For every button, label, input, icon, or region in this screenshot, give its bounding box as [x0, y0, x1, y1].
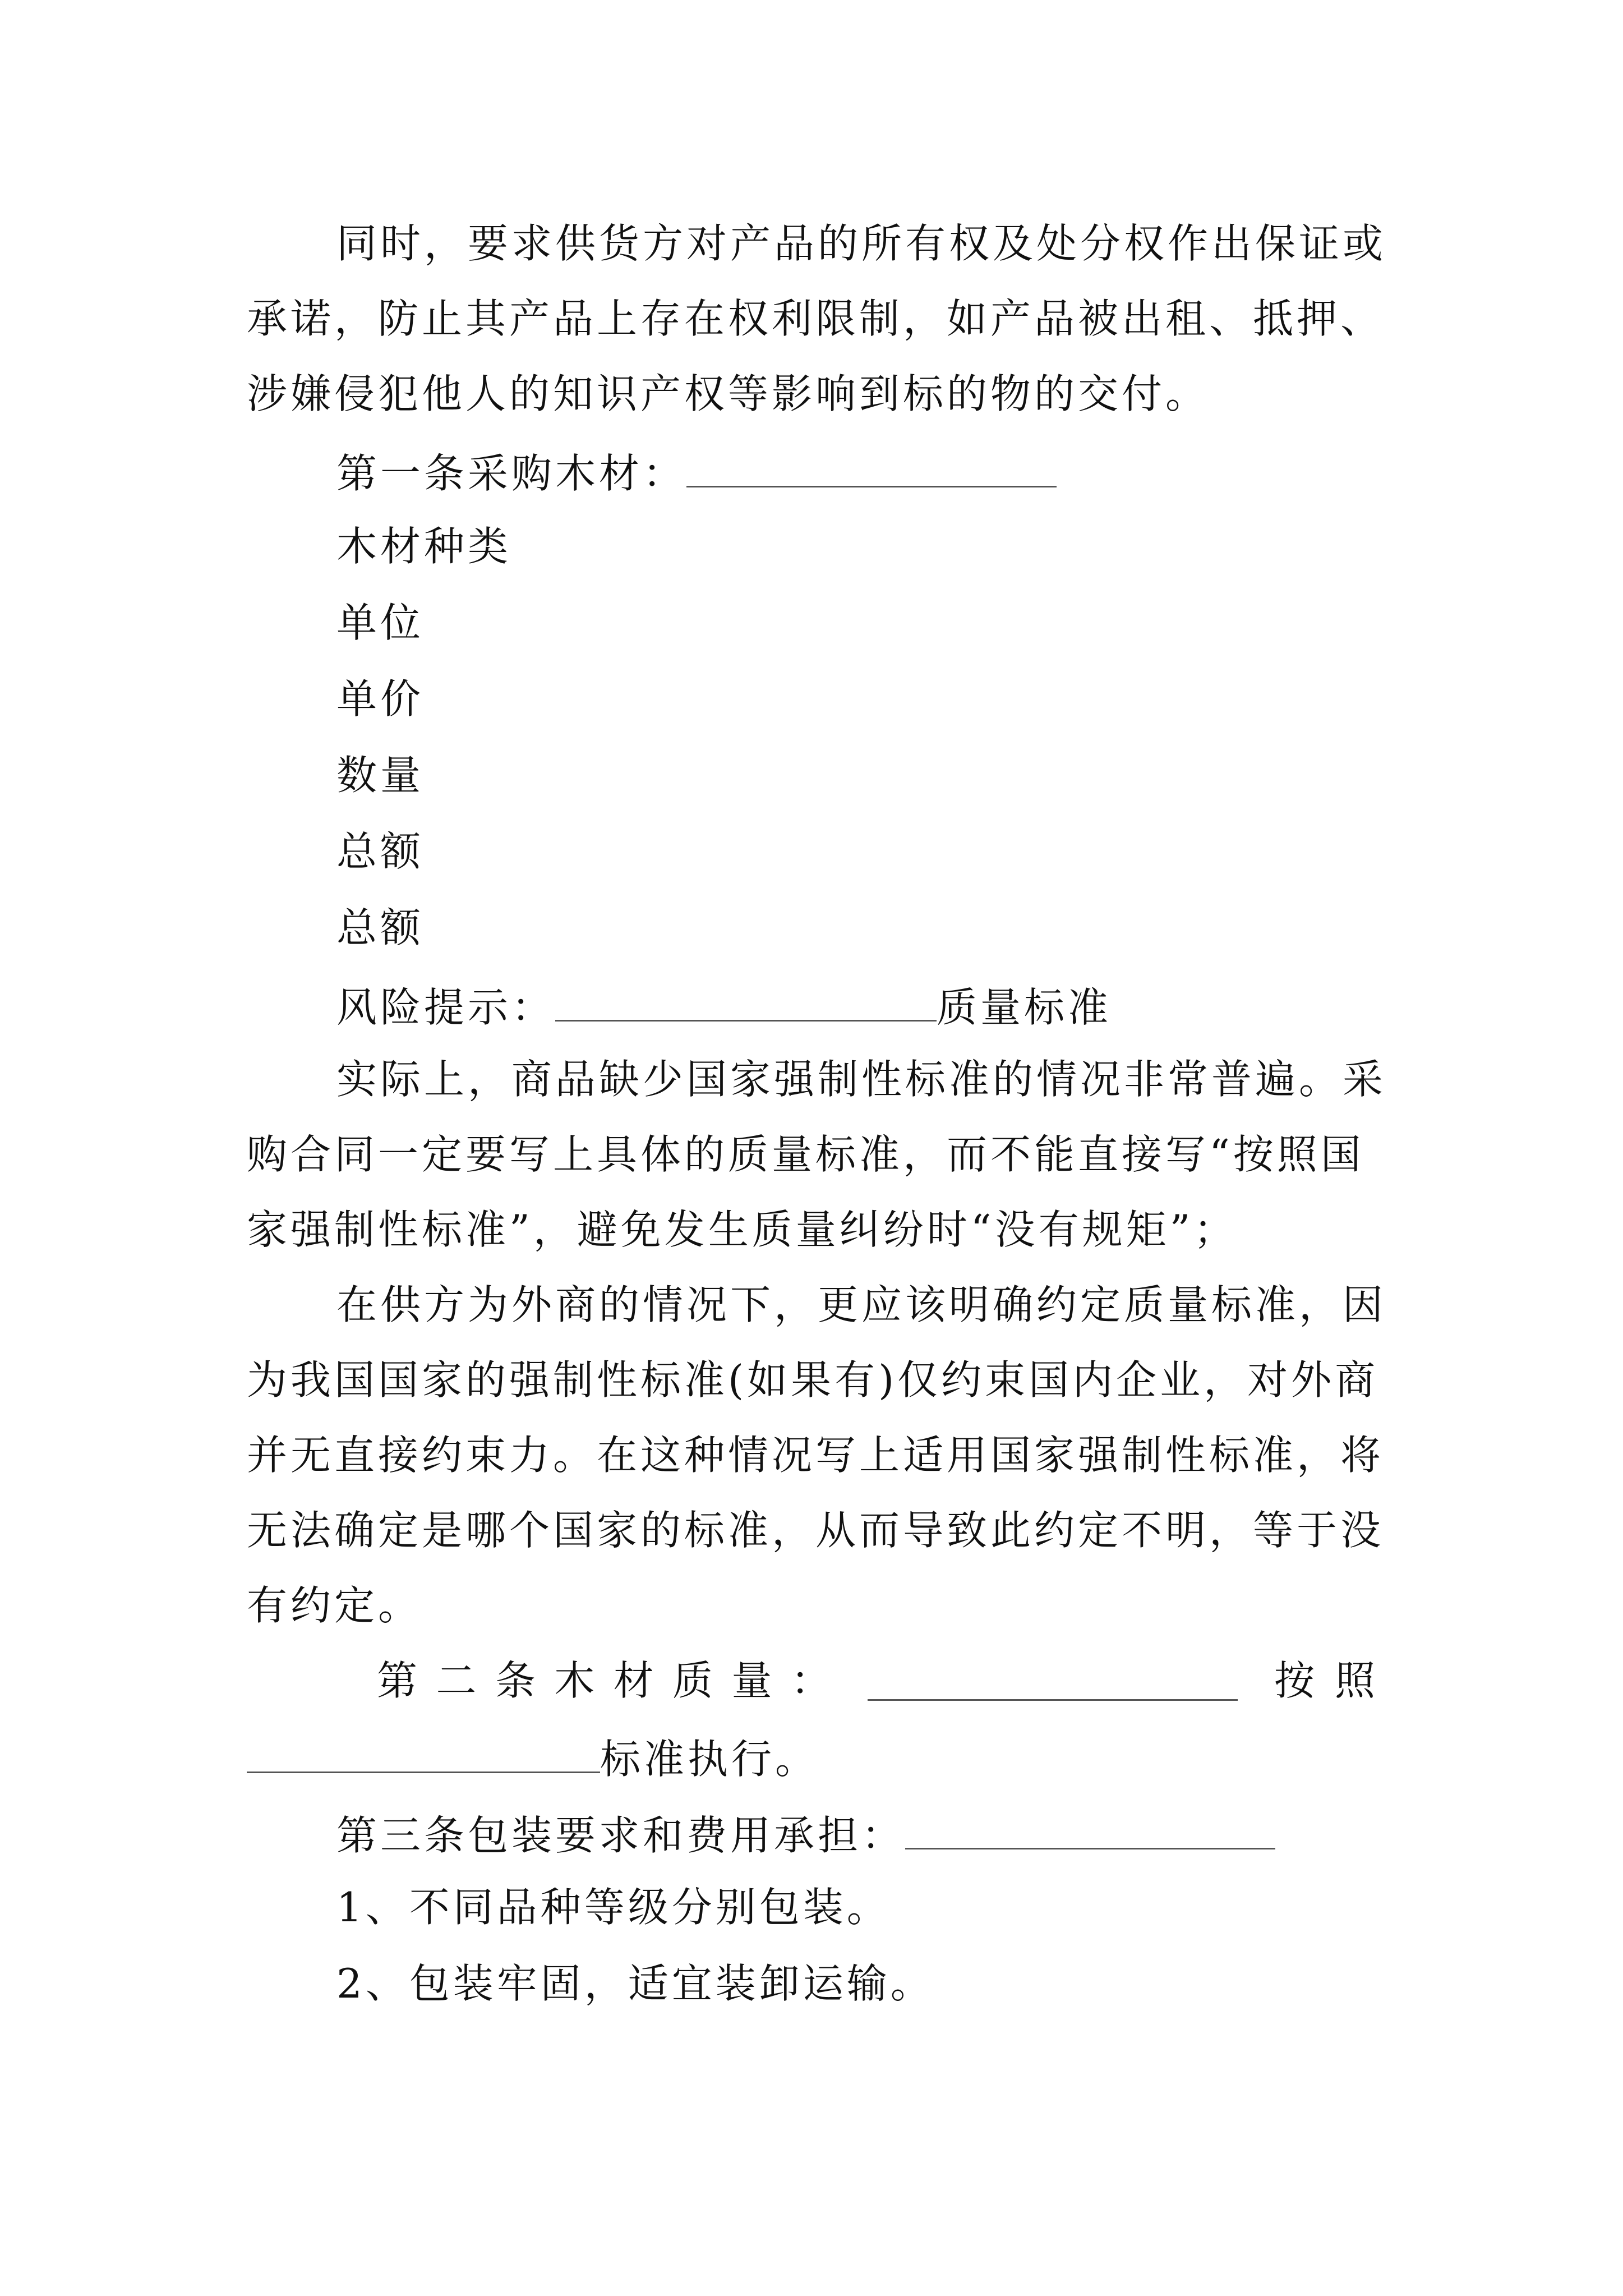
article-2-suffix: 标准执行。 — [600, 1736, 819, 1783]
risk-hint — [336, 984, 1112, 1031]
risk-suffix: 质量标准 — [937, 984, 1112, 1031]
article-1-blank — [686, 450, 1057, 487]
paragraph-line: 家强制性标准”，避免发生质量纠纷时“没有规矩”； — [247, 1206, 1238, 1253]
article-2-after: 按 照 — [1274, 1657, 1375, 1704]
article-2-standard-blank — [247, 1736, 600, 1773]
article-3-blank — [905, 1812, 1275, 1849]
paragraph-line: 同时，要求供货方对产品的所有权及处分权作出保证或 — [336, 220, 1387, 267]
paragraph-line: 实际上，商品缺少国家强制性标准的情况非常普遍。采 — [336, 1056, 1387, 1103]
paragraph-line: 并无直接约束力。在这种情况写上适用国家强制性标准，将 — [247, 1432, 1385, 1479]
paragraph-line: 为我国国家的强制性标准(如果有)仅约束国内企业，对外商 — [247, 1356, 1379, 1404]
risk-label: 风险提示： — [336, 984, 556, 1031]
article-3-heading — [336, 1812, 1275, 1859]
field-unit-price: 单价 — [336, 675, 425, 723]
field-total: 总额 — [336, 904, 425, 951]
paragraph-line: 购合同一定要写上具体的质量标准，而不能直接写“按照国 — [247, 1131, 1364, 1178]
article-1-label: 第一条采购木材： — [336, 450, 687, 497]
field-quantity: 数量 — [336, 752, 425, 799]
list-item: 1、不同品种等级分别包装。 — [336, 1884, 891, 1931]
article-3-label: 第三条包装要求和费用承担： — [336, 1812, 906, 1859]
field-total: 总额 — [336, 828, 425, 875]
paragraph-line: 涉嫌侵犯他人的知识产权等影响到标的物的交付。 — [247, 370, 1210, 417]
article-2-blank — [868, 1663, 1238, 1701]
list-item: 2、包装牢固，适宜装卸运输。 — [336, 1960, 934, 2007]
article-2-label: 第 二 条 木 材 质 量 ： — [377, 1657, 831, 1704]
article-1-heading — [336, 450, 1057, 497]
risk-blank — [555, 984, 937, 1022]
paragraph-line: 有约定。 — [247, 1582, 422, 1629]
article-2-line2 — [247, 1736, 819, 1783]
paragraph-line: 在供方为外商的情况下，更应该明确约定质量标准，因 — [336, 1281, 1387, 1328]
paragraph-line: 承诺，防止其产品上存在权利限制，如产品被出租、抵押、 — [247, 295, 1385, 342]
field-wood-type: 木材种类 — [336, 523, 512, 570]
field-unit: 单位 — [336, 599, 425, 646]
paragraph-line: 无法确定是哪个国家的标准，从而导致此约定不明，等于没 — [247, 1507, 1385, 1554]
article-2-heading — [377, 1657, 1375, 1704]
